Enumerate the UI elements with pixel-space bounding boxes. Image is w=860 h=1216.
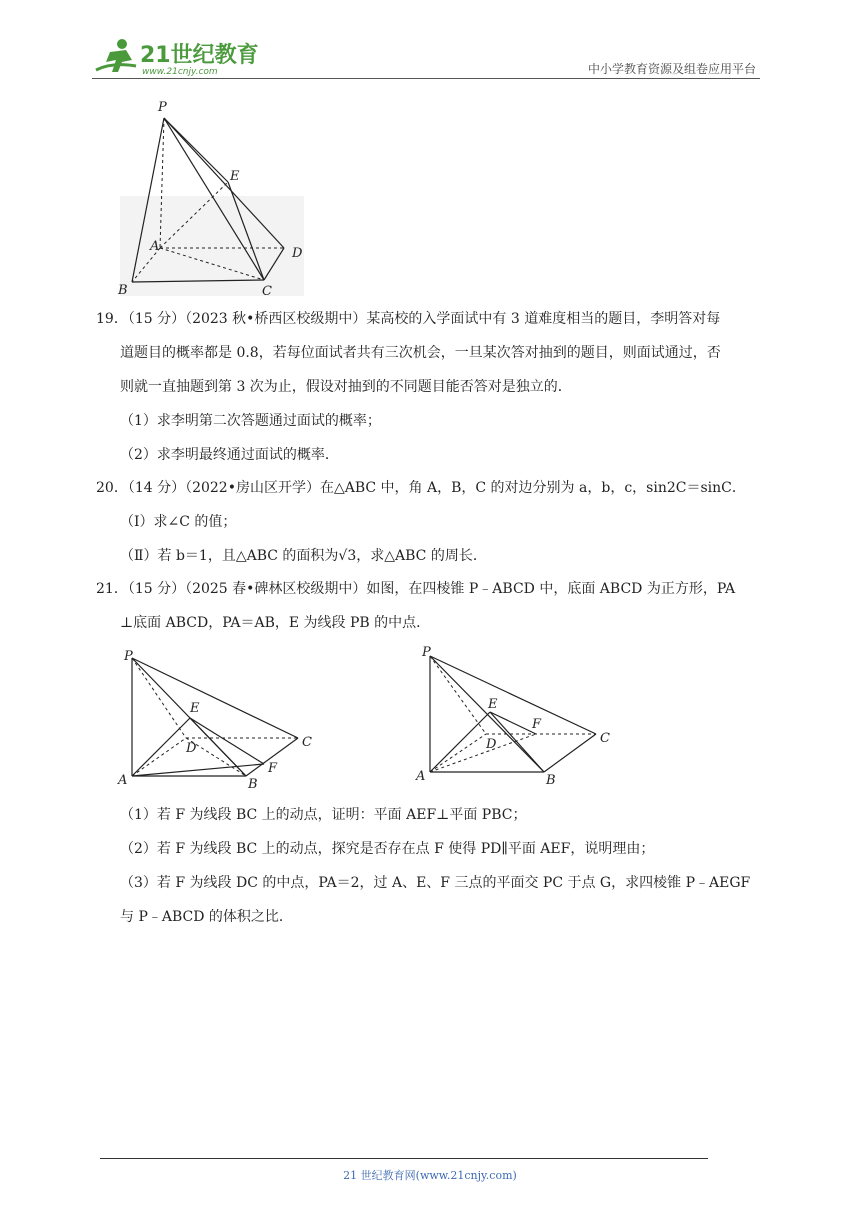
label-b: B (118, 283, 128, 298)
label-f: F (532, 717, 542, 732)
label-a: A (416, 769, 426, 784)
label-c: C (600, 731, 610, 746)
label-e: E (190, 701, 200, 716)
footer-divider (100, 1158, 708, 1159)
figure-pyramid-right (410, 640, 620, 790)
header-platform-text: 中小学教育资源及组卷应用平台 (587, 62, 756, 76)
label-a: A (118, 773, 128, 788)
label-p: P (124, 649, 133, 664)
q21-line-2: ⊥底面 ABCD，PA＝AB，E 为线段 PB 的中点． (120, 615, 431, 631)
q19-line-3: 则就一直抽题到第 3 次为止，假设对抽到的不同题目能否答对是独立的． (120, 379, 572, 395)
q21-sub-2: （2）若 F 为线段 BC 上的动点，探究是否存在点 F 使得 PD∥平面 AEF，说明理由； (120, 841, 655, 857)
label-p: P (422, 645, 431, 660)
figure-pyramid-top (112, 96, 312, 298)
q19-line-2: 道题目的概率都是 0.8，若每位面试者共有三次机会，一旦某次答对抽到的题目，则面试通过，否 (120, 345, 721, 361)
site-logo (92, 36, 262, 80)
label-e: E (488, 697, 498, 712)
q21-line-1: 21．（15 分）（2025 春•碑林区校级期中）如图，在四棱锥 P﹣ABCD 中，底面 ABCD 为正方形，PA (96, 581, 736, 597)
figure-pyramid-left (114, 642, 324, 792)
label-p: P (158, 100, 167, 115)
label-d: D (486, 737, 497, 752)
q21-sub-4: 与 P﹣ABCD 的体积之比． (120, 909, 293, 925)
label-e: E (230, 169, 240, 184)
label-b: B (546, 773, 556, 788)
q19-line-1: 19．（15 分）（2023 秋•桥西区校级期中）某高校的入学面试中有 3 道难度相当的题目，李明答对每 (96, 311, 721, 327)
q21-sub-3: （3）若 F 为线段 DC 的中点，PA＝2，过 A、E、F 三点的平面交 PC 于点 G，求四棱锥 P﹣AEGF (120, 875, 751, 891)
label-f: F (268, 761, 278, 776)
q20-sub-1: （Ⅰ）求∠C 的值； (120, 514, 237, 530)
q20-line-1: 20．（14 分）（2022•房山区开学）在△ABC 中，角 A，B，C 的对边分别为 a，b，c，sin2C＝sinC． (96, 480, 746, 496)
q19-sub-1: （1）求李明第二次答题通过面试的概率； (120, 413, 381, 429)
label-d: D (292, 246, 303, 261)
label-a: A (150, 239, 160, 254)
label-d: D (186, 741, 197, 756)
q19-sub-2: （2）求李明最终通过面试的概率． (120, 447, 339, 463)
header-divider (92, 78, 760, 79)
logo-title: 21世纪教育 (140, 43, 259, 68)
logo-url: www.21cnjy.com (142, 67, 218, 77)
q21-sub-1: （1）若 F 为线段 BC 上的动点，证明：平面 AEF⊥平面 PBC； (120, 807, 527, 823)
label-c: C (262, 284, 272, 298)
footer-site-text: 21 世纪教育网(www.21cnjy.com) (343, 1169, 517, 1182)
q20-sub-2: （Ⅱ）若 b＝1，且△ABC 的面积为√3，求△ABC 的周长． (120, 548, 487, 564)
label-c: C (302, 735, 312, 750)
label-b: B (248, 777, 258, 792)
